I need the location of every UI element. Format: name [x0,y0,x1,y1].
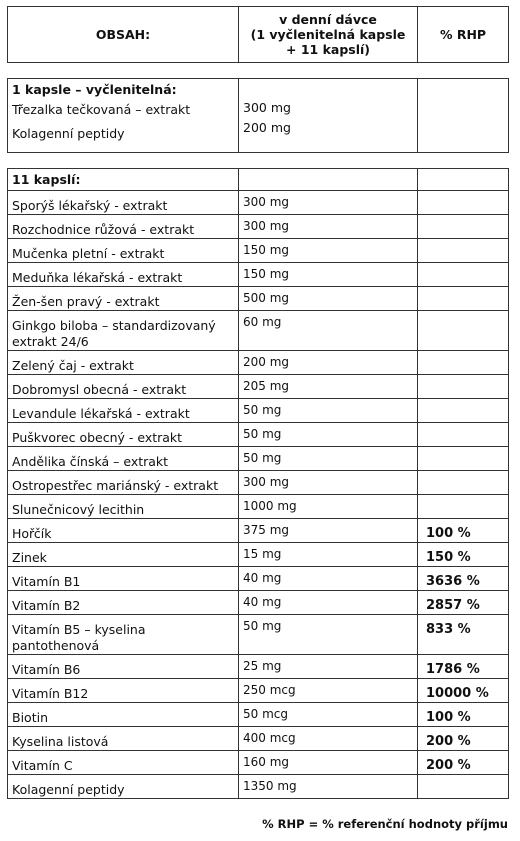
ingredient-amount: 375 mg [239,519,418,543]
ingredient-name: Vitamín B12 [8,679,239,703]
ingredient-amount: 300 mg [239,471,418,495]
table-row [8,751,509,775]
ingredient-rhp: 2857 % [418,591,509,615]
table-row [8,287,509,311]
ingredient-amount: 1350 mg [239,775,418,799]
ingredient-rhp [418,311,509,351]
table-row [8,615,509,655]
section1-item-amount: 300 mg [243,100,291,115]
table-row [8,655,509,679]
ingredient-amount: 50 mg [239,615,418,655]
ingredient-name: Zinek [8,543,239,567]
table-row [8,775,509,799]
ingredient-name: Sporýš lékařský - extrakt [8,191,239,215]
ingredient-amount: 50 mg [239,399,418,423]
ingredient-rhp: 200 % [418,751,509,775]
table-row [8,447,509,471]
section2-table [7,168,509,799]
ingredient-amount: 400 mcg [239,727,418,751]
header-dose-line3: + 11 kapslí) [286,42,370,57]
table-row [8,471,509,495]
table-row [8,423,509,447]
ingredient-amount: 205 mg [239,375,418,399]
ingredient-name: Ginkgo biloba – standardizovaný extrakt 24/6 [8,311,239,351]
header-table [7,6,509,63]
ingredient-rhp [418,351,509,375]
ingredient-rhp: 150 % [418,543,509,567]
ingredient-name: Meduňka lékařská - extrakt [8,263,239,287]
table-row [8,215,509,239]
header-dose-line2: (1 vyčlenitelná kapsle [250,27,406,42]
ingredient-rhp: 1786 % [418,655,509,679]
section1-item-name: Třezalka tečkovaná – extrakt [12,102,191,117]
ingredient-amount: 500 mg [239,287,418,311]
header-daily-dose [239,7,418,63]
table-row [8,495,509,519]
table-row [8,727,509,751]
ingredient-amount: 15 mg [239,543,418,567]
ingredient-name: Kyselina listová [8,727,239,751]
header-row [8,7,509,63]
ingredient-name: Mučenka pletní - extrakt [8,239,239,263]
ingredient-rhp: 10000 % [418,679,509,703]
table-row [8,191,509,215]
ingredient-name: Biotin [8,703,239,727]
ingredient-rhp [418,239,509,263]
section1-row [8,79,509,153]
ingredient-name: Žen-šen pravý - extrakt [8,287,239,311]
ingredient-name: Slunečnicový lecithin [8,495,239,519]
ingredient-rhp [418,447,509,471]
ingredient-rhp [418,215,509,239]
section1-title: 1 kapsle – vyčlenitelná: [12,82,177,97]
ingredient-rhp [418,191,509,215]
ingredient-rhp [418,775,509,799]
ingredient-rhp [418,375,509,399]
section1-amounts [239,79,418,153]
ingredient-amount: 50 mg [239,423,418,447]
section2-title-amount [239,169,418,191]
ingredient-amount: 1000 mg [239,495,418,519]
section1-rhp [418,79,509,153]
table-row [8,263,509,287]
ingredient-rhp: 100 % [418,703,509,727]
ingredient-amount: 300 mg [239,215,418,239]
table-row [8,375,509,399]
header-dose-line1: v denní dávce [279,12,377,27]
section2-title-row [8,169,509,191]
ingredient-name: Vitamín B6 [8,655,239,679]
ingredient-rhp [418,287,509,311]
ingredient-rhp [418,263,509,287]
section1-names [8,79,239,153]
section1-item-amount: 200 mg [243,120,291,135]
ingredient-rhp: 3636 % [418,567,509,591]
ingredient-name: Andělika čínská – extrakt [8,447,239,471]
ingredient-amount: 25 mg [239,655,418,679]
ingredient-name: Vitamín C [8,751,239,775]
ingredient-name: Dobromysl obecná - extrakt [8,375,239,399]
ingredient-name: Levandule lékařská - extrakt [8,399,239,423]
section1-item-name: Kolagenní peptidy [12,126,125,141]
header-content-label: OBSAH: [8,7,239,63]
ingredient-amount: 160 mg [239,751,418,775]
ingredient-name: Rozchodnice růžová - extrakt [8,215,239,239]
ingredient-amount: 250 mcg [239,679,418,703]
table-row [8,679,509,703]
ingredient-amount: 50 mg [239,447,418,471]
ingredient-rhp [418,471,509,495]
table-row [8,519,509,543]
ingredient-amount: 300 mg [239,191,418,215]
ingredient-rhp: 200 % [418,727,509,751]
ingredient-rhp: 100 % [418,519,509,543]
ingredient-amount: 150 mg [239,263,418,287]
ingredient-amount: 60 mg [239,311,418,351]
footnote: % RHP = % referenční hodnoty příjmu [262,817,508,831]
table-row [8,703,509,727]
ingredient-amount: 200 mg [239,351,418,375]
table-row [8,239,509,263]
ingredient-name: Zelený čaj - extrakt [8,351,239,375]
table-row [8,351,509,375]
ingredient-name: Vitamín B2 [8,591,239,615]
section2-title-rhp [418,169,509,191]
ingredient-amount: 40 mg [239,591,418,615]
ingredient-name: Vitamín B1 [8,567,239,591]
ingredient-name: Puškvorec obecný - extrakt [8,423,239,447]
header-rhp: % RHP [418,7,509,63]
table-row [8,543,509,567]
ingredient-name: Vitamín B5 – kyselina pantothenová [8,615,239,655]
table-row [8,567,509,591]
ingredient-rhp: 833 % [418,615,509,655]
ingredient-rhp [418,495,509,519]
table-row [8,311,509,351]
ingredient-amount: 150 mg [239,239,418,263]
ingredient-rhp [418,423,509,447]
ingredient-rhp [418,399,509,423]
ingredient-name: Hořčík [8,519,239,543]
table-row [8,399,509,423]
section2-title: 11 kapslí: [8,169,239,191]
table-row [8,591,509,615]
ingredient-amount: 40 mg [239,567,418,591]
ingredient-amount: 50 mcg [239,703,418,727]
ingredient-name: Ostropestřec mariánský - extrakt [8,471,239,495]
section1-table [7,78,509,153]
ingredient-name: Kolagenní peptidy [8,775,239,799]
